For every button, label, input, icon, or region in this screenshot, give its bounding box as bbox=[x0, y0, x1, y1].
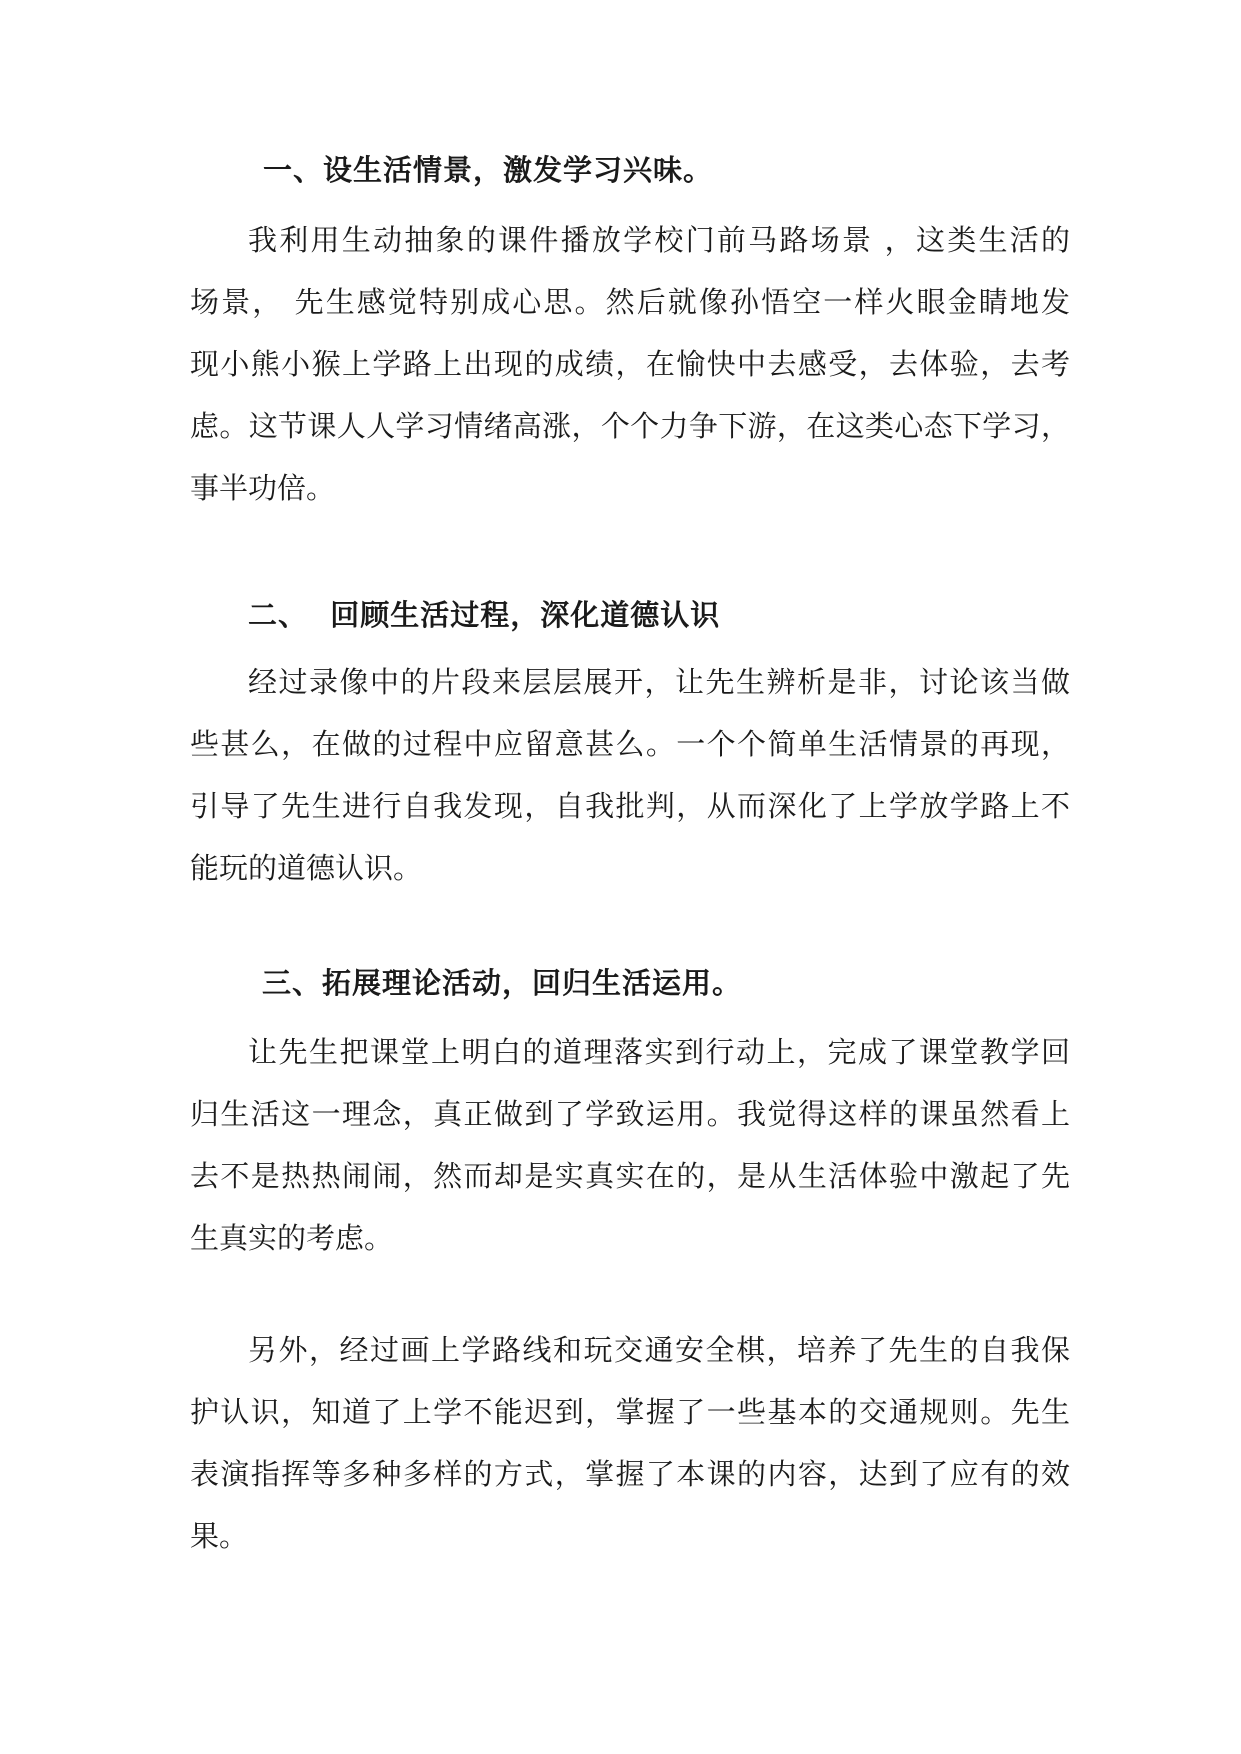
paragraph-3 bbox=[190, 1032, 1070, 1258]
paragraph-line: 能玩的道德认识。 bbox=[190, 851, 423, 885]
paragraph-line: 虑。这节课人人学习情绪高涨，个个力争下游，在这类心态下学习， bbox=[190, 409, 1070, 443]
paragraph-line: 经过录像中的片段来层层展开，让先生辨析是非，讨论该当做 bbox=[248, 665, 1070, 699]
section-heading-2: 二、 回顾生活过程，深化道德认识 bbox=[248, 598, 721, 632]
paragraph-line: 生真实的考虑。 bbox=[190, 1221, 394, 1255]
paragraph-line: 去不是热热闹闹，然而却是实真实在的，是从生活体验中激起了先 bbox=[190, 1159, 1070, 1193]
paragraph-line: 我利用生动抽象的课件播放学校门前马路场景 ，这类生活的 bbox=[248, 223, 1070, 257]
paragraph-line: 让先生把课堂上明白的道理落实到行动上，完成了课堂教学回 bbox=[248, 1035, 1070, 1069]
paragraph-line: 果。 bbox=[190, 1519, 249, 1553]
section-heading-3: 三、拓展理论活动，回归生活运用。 bbox=[262, 966, 743, 1000]
paragraph-1 bbox=[190, 220, 1070, 508]
paragraph-4 bbox=[190, 1330, 1070, 1556]
paragraph-2 bbox=[190, 662, 1070, 888]
paragraph-line: 另外，经过画上学路线和玩交通安全棋，培养了先生的自我保 bbox=[248, 1333, 1070, 1367]
paragraph-line: 场景， 先生感觉特别成心思。然后就像孙悟空一样火眼金睛地发 bbox=[190, 285, 1070, 319]
paragraph-line: 引导了先生进行自我发现，自我批判，从而深化了上学放学路上不 bbox=[190, 789, 1070, 823]
paragraph-line: 事半功倍。 bbox=[190, 471, 336, 505]
section-heading-1: 一、设生活情景，激发学习兴味。 bbox=[263, 153, 714, 187]
paragraph-line: 现小熊小猴上学路上出现的成绩，在愉快中去感受，去体验，去考 bbox=[190, 347, 1070, 381]
paragraph-line: 归生活这一理念，真正做到了学致运用。我觉得这样的课虽然看上 bbox=[190, 1097, 1070, 1131]
paragraph-line: 表演指挥等多种多样的方式，掌握了本课的内容，达到了应有的效 bbox=[190, 1457, 1070, 1491]
paragraph-line: 些甚么，在做的过程中应留意甚么。一个个简单生活情景的再现， bbox=[190, 727, 1070, 761]
paragraph-line: 护认识，知道了上学不能迟到，掌握了一些基本的交通规则。先生 bbox=[190, 1395, 1070, 1429]
